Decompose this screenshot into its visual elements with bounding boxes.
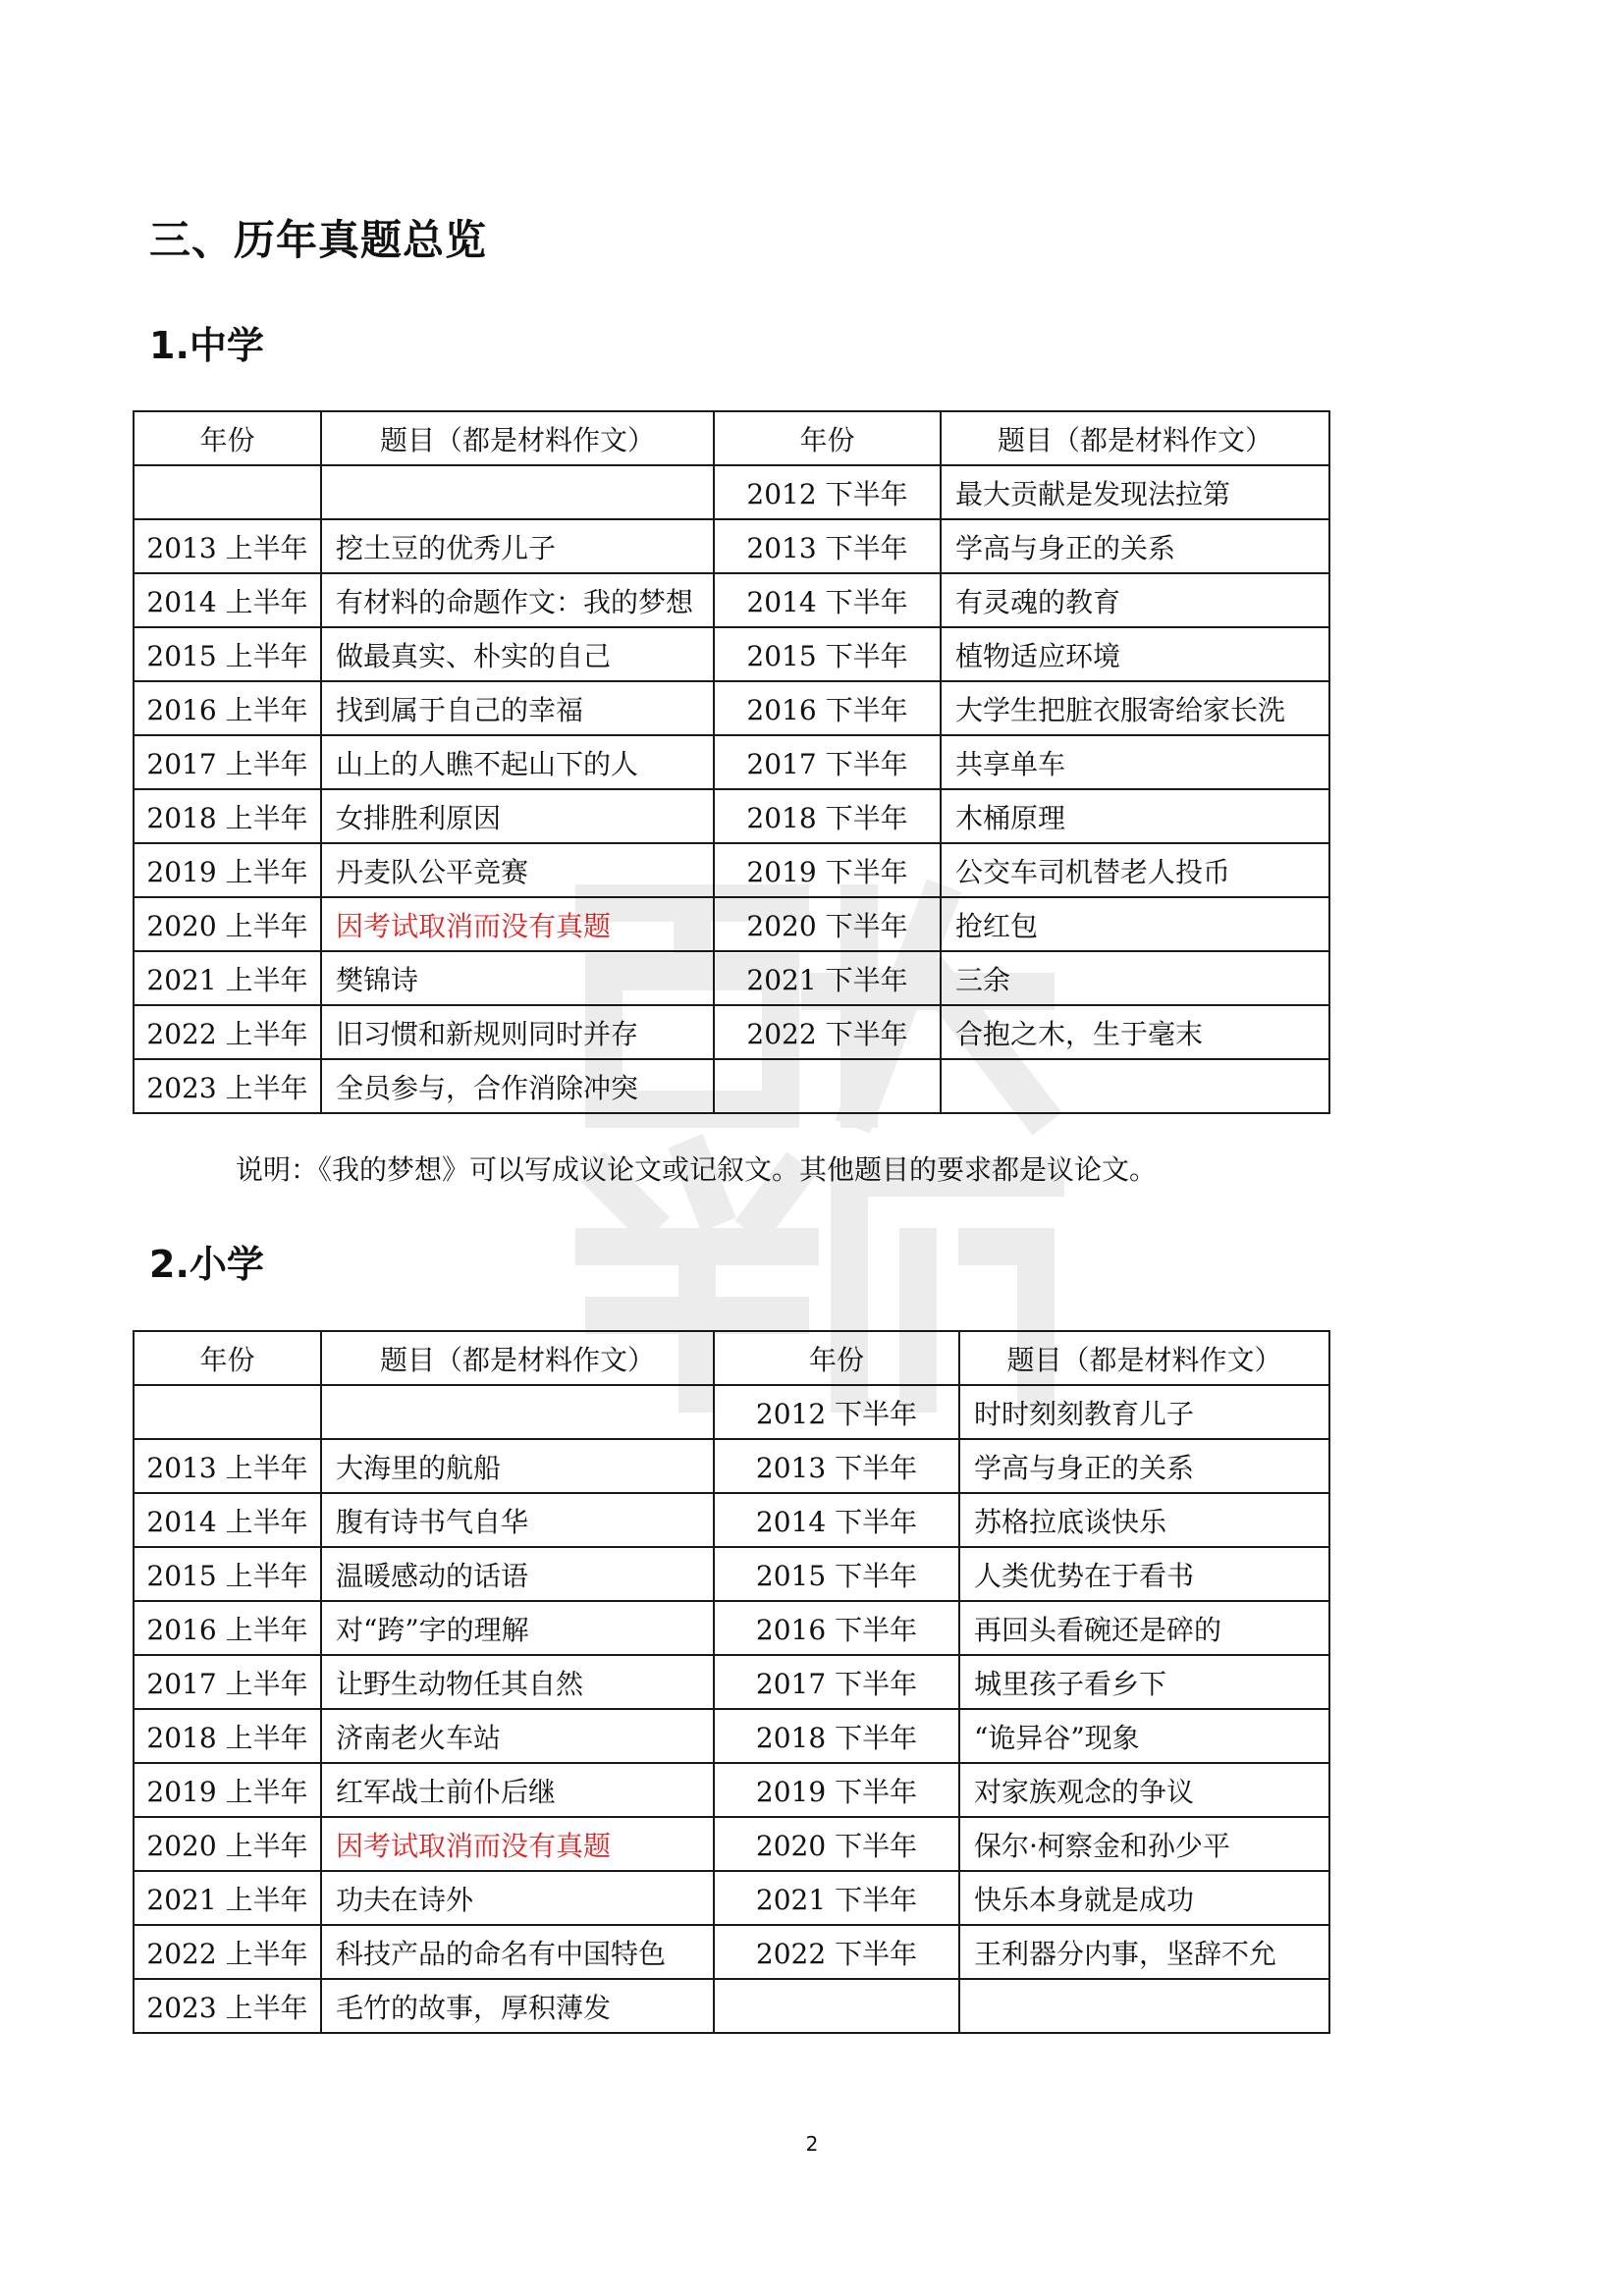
table-row bbox=[134, 1871, 1329, 1925]
year-cell: 2023 上半年 bbox=[134, 1059, 321, 1113]
topic-cell: 大学生把脏衣服寄给家长洗 bbox=[941, 681, 1329, 735]
topic-cell: 公交车司机替老人投币 bbox=[941, 843, 1329, 897]
year-cell: 2020 上半年 bbox=[134, 897, 321, 951]
table-row bbox=[134, 1439, 1329, 1493]
year-cell: 2018 下半年 bbox=[714, 1709, 959, 1763]
year-cell: 2017 上半年 bbox=[134, 735, 321, 789]
year-cell: 2014 上半年 bbox=[134, 1493, 321, 1547]
year-cell: 2013 下半年 bbox=[714, 1439, 959, 1493]
year-cell: 2019 下半年 bbox=[714, 1763, 959, 1817]
table-row bbox=[134, 1385, 1329, 1439]
year-cell: 2019 上半年 bbox=[134, 1763, 321, 1817]
header-topic: 题目（都是材料作文） bbox=[321, 1331, 714, 1385]
topic-cell: 王利器分内事，坚辞不允 bbox=[959, 1925, 1329, 1979]
topic-cell: 植物适应环境 bbox=[941, 627, 1329, 681]
year-cell: 2018 上半年 bbox=[134, 1709, 321, 1763]
year-cell bbox=[714, 1059, 941, 1113]
topic-cell: 樊锦诗 bbox=[321, 951, 714, 1005]
year-cell: 2016 下半年 bbox=[714, 681, 941, 735]
year-cell: 2021 上半年 bbox=[134, 951, 321, 1005]
year-cell: 2022 上半年 bbox=[134, 1925, 321, 1979]
header-year: 年份 bbox=[714, 411, 941, 465]
year-cell: 2016 上半年 bbox=[134, 1601, 321, 1655]
year-cell: 2021 上半年 bbox=[134, 1871, 321, 1925]
topic-cell: 温暖感动的话语 bbox=[321, 1547, 714, 1601]
topic-cell: 有材料的命题作文：我的梦想 bbox=[321, 573, 714, 627]
year-cell bbox=[134, 1385, 321, 1439]
table-row bbox=[134, 1709, 1329, 1763]
year-cell: 2022 上半年 bbox=[134, 1005, 321, 1059]
table-row bbox=[134, 627, 1329, 681]
topic-cell: “诡异谷”现象 bbox=[959, 1709, 1329, 1763]
table-row bbox=[134, 843, 1329, 897]
topic-cell: 对家族观念的争议 bbox=[959, 1763, 1329, 1817]
table-row bbox=[134, 1925, 1329, 1979]
year-cell: 2017 下半年 bbox=[714, 1655, 959, 1709]
topic-cell: 共享单车 bbox=[941, 735, 1329, 789]
table-row bbox=[134, 1547, 1329, 1601]
header-year: 年份 bbox=[134, 1331, 321, 1385]
primary-school-topics-table bbox=[133, 1330, 1330, 2034]
section-heading-middle-school: 1.中学 bbox=[149, 324, 264, 367]
year-cell: 2014 下半年 bbox=[714, 573, 941, 627]
topic-cell: 旧习惯和新规则同时并存 bbox=[321, 1005, 714, 1059]
middle-school-topics-table bbox=[133, 410, 1330, 1114]
topic-cell: 红军战士前仆后继 bbox=[321, 1763, 714, 1817]
topic-cell: 腹有诗书气自华 bbox=[321, 1493, 714, 1547]
topic-cell: 女排胜利原因 bbox=[321, 789, 714, 843]
topic-cell: 人类优势在于看书 bbox=[959, 1547, 1329, 1601]
topic-cell: 最大贡献是发现法拉第 bbox=[941, 465, 1329, 519]
year-cell: 2022 下半年 bbox=[714, 1005, 941, 1059]
table-row bbox=[134, 735, 1329, 789]
year-cell: 2018 上半年 bbox=[134, 789, 321, 843]
year-cell: 2015 上半年 bbox=[134, 1547, 321, 1601]
table-row bbox=[134, 1655, 1329, 1709]
topic-cell: 科技产品的命名有中国特色 bbox=[321, 1925, 714, 1979]
year-cell: 2015 下半年 bbox=[714, 1547, 959, 1601]
topic-cell: 济南老火车站 bbox=[321, 1709, 714, 1763]
topic-cell bbox=[321, 465, 714, 519]
topic-cell bbox=[959, 1979, 1329, 2033]
section-heading-primary-school: 2.小学 bbox=[149, 1243, 264, 1286]
table-row bbox=[134, 789, 1329, 843]
topic-cell: 做最真实、朴实的自己 bbox=[321, 627, 714, 681]
header-topic: 题目（都是材料作文） bbox=[321, 411, 714, 465]
year-cell: 2021 下半年 bbox=[714, 1871, 959, 1925]
header-year: 年份 bbox=[714, 1331, 959, 1385]
topic-cell: 大海里的航船 bbox=[321, 1439, 714, 1493]
page-title: 三、历年真题总览 bbox=[149, 216, 488, 264]
table-row bbox=[134, 1817, 1329, 1871]
topic-cell: 挖土豆的优秀儿子 bbox=[321, 519, 714, 573]
table-row bbox=[134, 573, 1329, 627]
topic-cell: 全员参与，合作消除冲突 bbox=[321, 1059, 714, 1113]
table-row bbox=[134, 1979, 1329, 2033]
header-topic: 题目（都是材料作文） bbox=[959, 1331, 1329, 1385]
year-cell: 2021 下半年 bbox=[714, 951, 941, 1005]
year-cell bbox=[714, 1979, 959, 2033]
year-cell: 2019 上半年 bbox=[134, 843, 321, 897]
year-cell: 2012 下半年 bbox=[714, 465, 941, 519]
year-cell: 2013 上半年 bbox=[134, 519, 321, 573]
topic-cell: 再回头看碗还是碎的 bbox=[959, 1601, 1329, 1655]
topic-cell bbox=[941, 1059, 1329, 1113]
table-row bbox=[134, 681, 1329, 735]
header-topic: 题目（都是材料作文） bbox=[941, 411, 1329, 465]
topic-cell: 学高与身正的关系 bbox=[959, 1439, 1329, 1493]
year-cell: 2013 下半年 bbox=[714, 519, 941, 573]
topic-cell: 让野生动物任其自然 bbox=[321, 1655, 714, 1709]
topic-cell: 快乐本身就是成功 bbox=[959, 1871, 1329, 1925]
topic-cell: 功夫在诗外 bbox=[321, 1871, 714, 1925]
table-row bbox=[134, 1493, 1329, 1547]
year-cell: 2022 下半年 bbox=[714, 1925, 959, 1979]
topic-cell: 山上的人瞧不起山下的人 bbox=[321, 735, 714, 789]
year-cell: 2019 下半年 bbox=[714, 843, 941, 897]
topic-cell: 保尔·柯察金和孙少平 bbox=[959, 1817, 1329, 1871]
year-cell: 2017 下半年 bbox=[714, 735, 941, 789]
year-cell: 2017 上半年 bbox=[134, 1655, 321, 1709]
topic-cell: 毛竹的故事，厚积薄发 bbox=[321, 1979, 714, 2033]
topic-cell: 苏格拉底谈快乐 bbox=[959, 1493, 1329, 1547]
year-cell: 2015 上半年 bbox=[134, 627, 321, 681]
topic-cell: 抢红包 bbox=[941, 897, 1329, 951]
table-row bbox=[134, 951, 1329, 1005]
year-cell: 2020 下半年 bbox=[714, 897, 941, 951]
year-cell bbox=[134, 465, 321, 519]
page-number: 2 bbox=[805, 2132, 819, 2156]
year-cell: 2016 上半年 bbox=[134, 681, 321, 735]
year-cell: 2020 下半年 bbox=[714, 1817, 959, 1871]
year-cell: 2012 下半年 bbox=[714, 1385, 959, 1439]
year-cell: 2018 下半年 bbox=[714, 789, 941, 843]
topic-cell: 合抱之木，生于毫末 bbox=[941, 1005, 1329, 1059]
topic-cell: 找到属于自己的幸福 bbox=[321, 681, 714, 735]
table-header-row bbox=[134, 411, 1329, 465]
topic-cell: 丹麦队公平竞赛 bbox=[321, 843, 714, 897]
topic-cell: 时时刻刻教育儿子 bbox=[959, 1385, 1329, 1439]
year-cell: 2015 下半年 bbox=[714, 627, 941, 681]
topic-cell: 对“跨”字的理解 bbox=[321, 1601, 714, 1655]
table-header-row bbox=[134, 1331, 1329, 1385]
header-year: 年份 bbox=[134, 411, 321, 465]
table-row bbox=[134, 1601, 1329, 1655]
topic-cell: 因考试取消而没有真题 bbox=[321, 1817, 714, 1871]
table-row bbox=[134, 1005, 1329, 1059]
topic-cell: 有灵魂的教育 bbox=[941, 573, 1329, 627]
table-row bbox=[134, 1059, 1329, 1113]
table-note: 说明：《我的梦想》可以写成议论文或记叙文。其他题目的要求都是议论文。 bbox=[236, 1153, 1158, 1186]
table-row bbox=[134, 519, 1329, 573]
year-cell: 2023 上半年 bbox=[134, 1979, 321, 2033]
topic-cell: 三余 bbox=[941, 951, 1329, 1005]
year-cell: 2014 下半年 bbox=[714, 1493, 959, 1547]
year-cell: 2016 下半年 bbox=[714, 1601, 959, 1655]
table-row bbox=[134, 465, 1329, 519]
year-cell: 2013 上半年 bbox=[134, 1439, 321, 1493]
topic-cell bbox=[321, 1385, 714, 1439]
topic-cell: 木桶原理 bbox=[941, 789, 1329, 843]
year-cell: 2014 上半年 bbox=[134, 573, 321, 627]
table-row bbox=[134, 897, 1329, 951]
topic-cell: 城里孩子看乡下 bbox=[959, 1655, 1329, 1709]
topic-cell: 因考试取消而没有真题 bbox=[321, 897, 714, 951]
topic-cell: 学高与身正的关系 bbox=[941, 519, 1329, 573]
table-row bbox=[134, 1763, 1329, 1817]
year-cell: 2020 上半年 bbox=[134, 1817, 321, 1871]
